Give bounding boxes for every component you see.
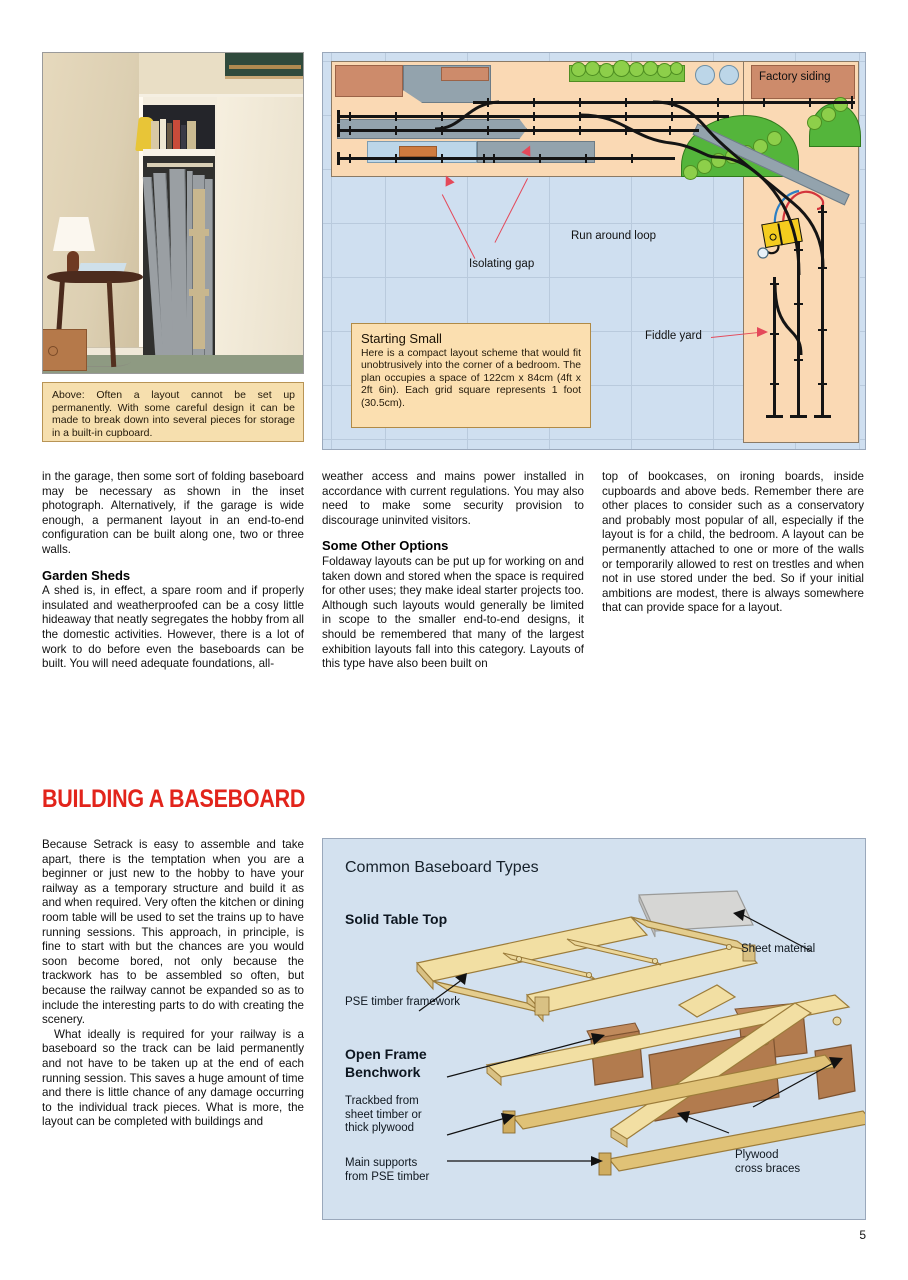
label-line-2: cross braces xyxy=(735,1162,801,1175)
photo-window xyxy=(225,53,304,79)
page-number: 5 xyxy=(859,1228,866,1242)
label-line-2: from PSE timber xyxy=(345,1170,430,1183)
paragraph: Because Setrack is easy to assemble and take apart, there is the temptation when you are a beginner or just new to the hobby to have your railway as a temporary structure and build it as and when required. Very often the kitchen or dining room table will be used to set the trains up to have running sessions. This approach, in principle, is fine to start with but the chances are you would soon become bored, not only because the trackwork has to be assembled so often, but because the railway cannot be expanded so as to include the interesting parts to do with creating the scenery. xyxy=(42,838,304,1027)
subtitle-line-2: Benchwork xyxy=(345,1064,421,1080)
paragraph: A shed is, in effect, a spare room and if properly insulated and weatherproofed can be a cosy little hideaway that neatly segregates the hobby from all the domestic activities. However, there is a lot of work to do before even the baseboards can be built. You will need adequate foundations, all- xyxy=(42,584,304,671)
callout-body: Here is a compact layout scheme that would fit unobtrusively into the corner of a bedroom. The plan occupies a space of 122cm x 84cm (4ft x 2ft 6in). Each grid square represents 1 foot (30.5cm). xyxy=(361,348,581,409)
track-plan-diagram xyxy=(322,52,866,450)
label-isolating-gap: Isolating gap xyxy=(469,258,535,270)
body-column-2 xyxy=(322,470,584,672)
subheading-garden-sheds: Garden Sheds xyxy=(42,567,131,583)
photo-storage-box xyxy=(42,329,87,371)
label-run-around-loop: Run around loop xyxy=(571,230,657,242)
callout-title: Starting Small xyxy=(361,331,442,346)
subtitle-line-1: Open Frame xyxy=(345,1046,427,1062)
body-column-3 xyxy=(602,470,864,616)
photo-stored-baseboards xyxy=(147,169,215,355)
open-frame-benchwork-illustration xyxy=(443,1011,866,1220)
photo-caption: Above: Often a layout cannot be set up permanently. With some careful design it can be made to break down into several pieces for storage in a built-in cupboard. xyxy=(42,382,304,442)
baseboard-types-diagram xyxy=(322,838,866,1220)
diagram-subtitle-open-frame-benchwork xyxy=(345,1045,427,1081)
buffer-stop xyxy=(814,415,831,418)
starting-small-callout xyxy=(351,323,591,428)
fiddle-yard-siding-2 xyxy=(797,241,800,417)
label-trackbed xyxy=(345,1095,422,1136)
photo-open-frame-baseboard xyxy=(193,189,205,349)
buffer-stop xyxy=(790,415,807,418)
label-fiddle-yard: Fiddle yard xyxy=(645,330,702,342)
fiddle-yard-siding-3 xyxy=(821,205,824,417)
photo-cupboard-door xyxy=(217,97,304,374)
section-heading-building-a-baseboard: BUILDING A BASEBOARD xyxy=(42,785,306,813)
diagram-subtitle-solid-table-top: Solid Table Top xyxy=(345,911,448,927)
photo-cupboard-rail xyxy=(147,163,213,167)
paragraph: What ideally is required for your railway is a baseboard so the track can be laid permanently and not have to be taken up at the end of each running session. This saves a huge amount of time and there is little chance of any damage occurring to the individual track pieces. What is more, the layout can be completed with buildings and xyxy=(42,1027,304,1129)
label-line-1: Plywood xyxy=(735,1149,779,1161)
fiddle-yard-siding-1 xyxy=(773,277,776,417)
label-line-1: Main supports xyxy=(345,1157,418,1169)
folding-baseboard-in-cupboard-photo xyxy=(42,52,304,374)
annotation-arrow-fiddle-yard xyxy=(757,327,768,337)
label-plywood-cross-braces xyxy=(735,1149,800,1176)
photo-lamp-shade xyxy=(53,217,95,251)
photo-shelf-board xyxy=(143,149,215,156)
body-column-1 xyxy=(42,470,304,672)
label-factory-siding: Factory siding xyxy=(759,71,831,83)
label-main-supports xyxy=(345,1157,429,1184)
buffer-stop xyxy=(766,415,783,418)
label-line-1: Trackbed from xyxy=(345,1095,419,1107)
label-line-2: sheet timber or xyxy=(345,1108,422,1121)
label-line-3: thick plywood xyxy=(345,1122,415,1134)
paragraph: weather access and mains power installed in accordance with current regulations. You may also need to make some security provision to discourage uninvited visitors. xyxy=(322,470,584,527)
body-column-4 xyxy=(42,838,304,1130)
diagram-title: Common Baseboard Types xyxy=(345,859,539,876)
label-sheet-material: Sheet material xyxy=(741,943,816,955)
paragraph: top of bookcases, on ironing boards, inside cupboards and above beds. Remember there are other places to consider such as a conservatory and probably most popular of all, especially if the layout is for a child, the bedroom. A layout can be permanently attached to one or more of the walls or temporarily allowed to rest on trestles and when not in use stored under the bed. So if your initial ambitions are modest, there is always somewhere that can provide space for a layout. xyxy=(602,470,864,615)
subheading-some-other-options: Some Other Options xyxy=(322,538,449,554)
label-pse-timber-framework: PSE timber framework xyxy=(345,996,461,1008)
photo-shelf-items xyxy=(151,115,209,151)
paragraph: in the garage, then some sort of folding baseboard may be necessary as shown in the inset photograph. Alternatively, if the garage is wide enough, a permanent layout in an end-to-end configuration can be built along one, two or three walls. xyxy=(42,470,304,556)
paragraph: Foldaway layouts can be put up for working on and taken down and stored when the space is required for other uses; they make ideal starter projects too. Although such layouts would generally be limited in scope to the smaller end-to-end designs, it should be remembered that many of the largest exhibition layouts fall into this category. Layouts of this type have also been built on xyxy=(322,554,584,671)
photo-table-leg xyxy=(107,281,116,367)
